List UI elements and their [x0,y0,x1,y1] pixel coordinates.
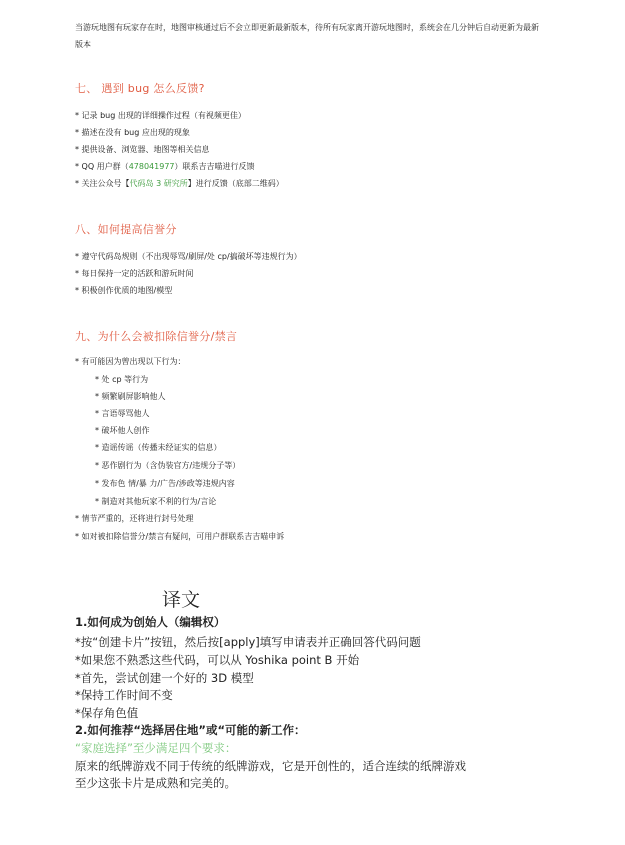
section-9-heading: 九、为什么会被扣除信誉分/禁言 [75,330,238,343]
sub-list-item: * 造谣传谣（传播未经证实的信息） [95,443,222,452]
sub-list-item: * 破坏他人创作 [95,426,150,435]
sub-list-item: * 言语辱骂他人 [95,409,150,418]
qq-number: 478041977 [128,162,175,171]
sub-list-item: * 恶作剧行为（含伪装官方/违规分子等） [95,461,241,470]
list-item: * 提供设备、浏览器、地图等相关信息 [75,145,210,154]
question-2-heading: 2.如何推荐“选择居住地”或“可能的新工作： [75,723,306,737]
section-8-heading: 八、如何提高信誉分 [75,223,177,236]
sub-list-item: * 频繁刷屏影响他人 [95,392,166,401]
translation-line: *首先，尝试创建一个好的 3D 模型 [75,671,254,685]
wechat-account-name: 代码岛 3 研究所 [129,179,188,188]
list-item: * 如对被扣除信誉分/禁言有疑问，可用户群联系吉吉喵申诉 [75,532,285,541]
translation-line: *按“创建卡片”按钮，然后按[apply]填写申请表并正确回答代码问题 [75,635,421,649]
translation-title: 译文 [162,589,201,611]
list-item: * 每日保持一定的活跃和游玩时间 [75,269,194,278]
list-item: * 遵守代码岛规则（不出现辱骂/刷屏/处 cp/搞破坏等违规行为） [75,252,302,261]
question-1-heading: 1.如何成为创始人（编辑权） [75,615,226,629]
sub-list-item: * 发布色 情/暴 力/广告/涉政等违规内容 [95,479,235,488]
translation-line: *保存角色值 [75,706,139,720]
requirement-hint: “家庭选择”至少满足四个要求： [75,741,237,755]
wechat-prefix: * 关注公众号【 [75,179,130,188]
sub-list-item: * 处 cp 等行为 [95,375,149,384]
qq-group-item [75,161,255,172]
translation-line: *保持工作时间不变 [75,688,173,702]
section-7-heading: 七、 遇到 bug 怎么反馈? [75,82,205,95]
list-item: * 记录 bug 出现的详细操作过程（有视频更佳） [75,111,246,120]
translation-line: 原来的纸牌游戏不同于传统的纸牌游戏，它是开创性的，适合连续的纸牌游戏 [75,759,466,773]
list-item: * 描述在没有 bug 应出现的现象 [75,128,190,137]
translation-line: *如果您不熟悉这些代码，可以从 Yoshika point B 开始 [75,653,360,667]
list-item: * 积极创作优质的地图/模型 [75,286,173,295]
qq-prefix: * QQ 用户群（ [75,162,129,171]
wechat-item [75,178,284,189]
sub-list-item: * 制造对其他玩家不利的行为/言论 [95,497,217,506]
wechat-suffix: 】进行反馈（底部二维码） [187,179,284,188]
translation-line: 至少这张卡片是成熟和完美的。 [75,776,236,790]
qq-suffix: ）联系吉吉喵进行反馈 [174,162,255,171]
list-item: * 有可能因为曾出现以下行为： [75,357,186,366]
intro-paragraph: 当游玩地图有玩家存在时，地图审核通过后不会立即更新最新版本，待所有玩家离开游玩地图时，系统会在几分钟后自动更新为最新版本 [75,23,539,49]
list-item: * 情节严重的，还将进行封号处理 [75,514,194,523]
